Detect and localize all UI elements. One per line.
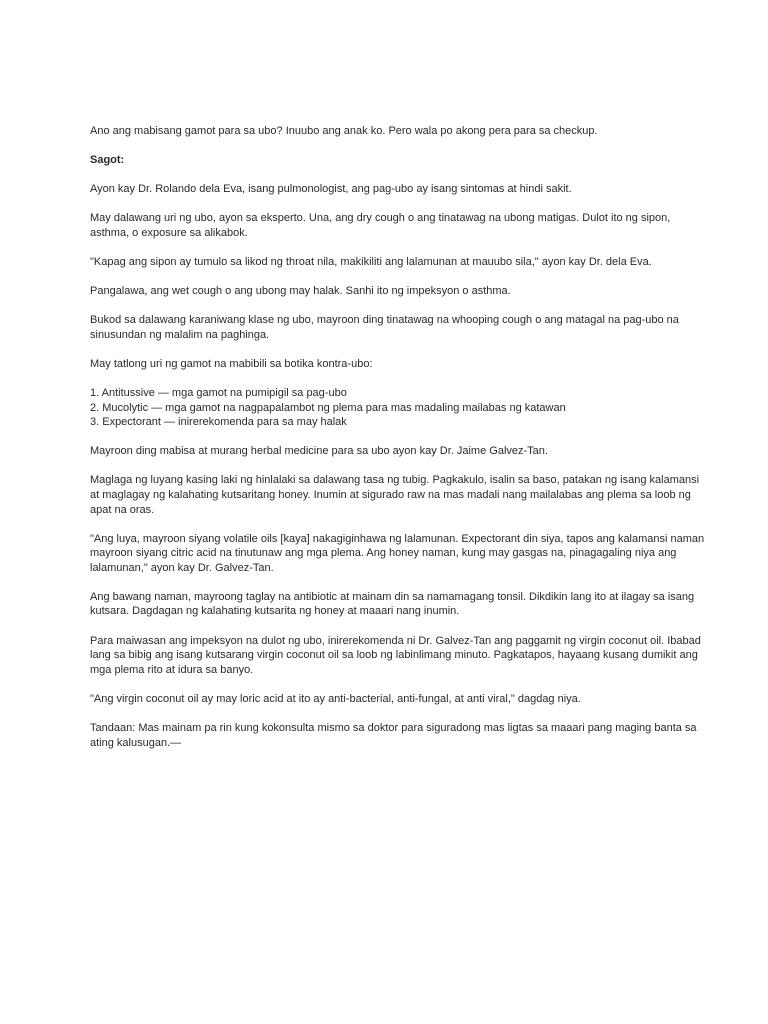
quote-paragraph: "Ang virgin coconut oil ay may loric acid at ito ay anti-bacterial, anti-fungal, at anti viral," dagdag niya.	[90, 692, 581, 705]
paragraph: Ayon kay Dr. Rolando dela Eva, isang pulmonologist, ang pag-ubo ay isang sintomas at hindi sakit.	[90, 183, 572, 196]
quote-paragraph: "Kapag ang sipon ay tumulo sa likod ng throat nila, makikiliti ang lalamunan at mauubo sila," ayon kay Dr. dela Eva.	[90, 255, 652, 268]
list-item: 3. Expectorant — inirerekomenda para sa may halak	[90, 416, 347, 429]
medicine-list	[90, 386, 708, 430]
paragraph: May dalawang uri ng ubo, ayon sa eksperto. Una, ang dry cough o ang tinatawag na ubong matigas. Dulot ito ng sipon, asthma, o exposure sa alikabok.	[90, 212, 671, 239]
paragraph: Mayroon ding mabisa at murang herbal medicine para sa ubo ayon kay Dr. Jaime Galvez-Tan.	[90, 445, 548, 458]
paragraph: Ang bawang naman, mayroong taglay na antibiotic at mainam din sa namamagang tonsil. Dikdikin lang ito at ilagay sa isang kutsara. Dagdagan ng kalahating kutsarita ng honey at maaari nang inumin.	[90, 590, 695, 618]
question-text: Ano ang mabisang gamot para sa ubo? Inuubo ang anak ko. Pero wala po akong pera para sa checkup.	[90, 125, 598, 137]
paragraph: Pangalawa, ang wet cough o ang ubong may halak. Sanhi ito ng impeksyon o asthma.	[90, 285, 511, 298]
paragraph: Bukod sa dalawang karaniwang klase ng ubo, mayroon ding tinatawag na whooping cough o ang matagal na pag-ubo na sinusundan ng malalim na paghinga.	[90, 314, 679, 341]
paragraph: Para maiwasan ang impeksyon na dulot ng ubo, inirerekomenda ni Dr. Galvez-Tan ang paggamit ng virgin coconut oil. Ibabad lang sa bibig ang isang kutsarang virgin coconut oil sa loob ng labinlimang minuto. Pagkatapos, hayaang kusang dumikit ang mga plema rito at idura sa banyo.	[90, 634, 701, 676]
answer-heading: Sagot:	[90, 154, 125, 167]
list-intro: May tatlong uri ng gamot na mabibili sa botika kontra-ubo:	[90, 357, 373, 370]
list-item: 2. Mucolytic — mga gamot na nagpapalambot ng plema para mas madaling mailabas ng katawan	[90, 401, 566, 414]
quote-paragraph: "Ang luya, mayroon siyang volatile oils [kaya] nakagiginhawa ng lalamunan. Expectorant din siya, tapos ang kalamansi naman mayroon siyang citric acid na tinutunaw ang mga plema. Ang honey naman, kung may gasgas na, pinagagaling niya ang lalamunan," ayon kay Dr. Galvez-Tan.	[90, 532, 705, 574]
closing-paragraph: Tandaan: Mas mainam pa rin kung kokonsulta mismo sa doktor para siguradong mas ligtas sa maaari pang maging banta sa ating kalusugan.—	[90, 721, 697, 749]
list-item: 1. Antitussive — mga gamot na pumipigil sa pag-ubo	[90, 386, 347, 399]
paragraph: Maglaga ng luyang kasing laki ng hinlalaki sa dalawang tasa ng tubig. Pagkakulo, isalin sa baso, patakan ng isang kalamansi at maglagay ng kalahating kutsaritang honey. Inumin at sigurado raw na mas madali nang mailalabas ang plema sa loob ng apat na oras.	[90, 474, 700, 516]
